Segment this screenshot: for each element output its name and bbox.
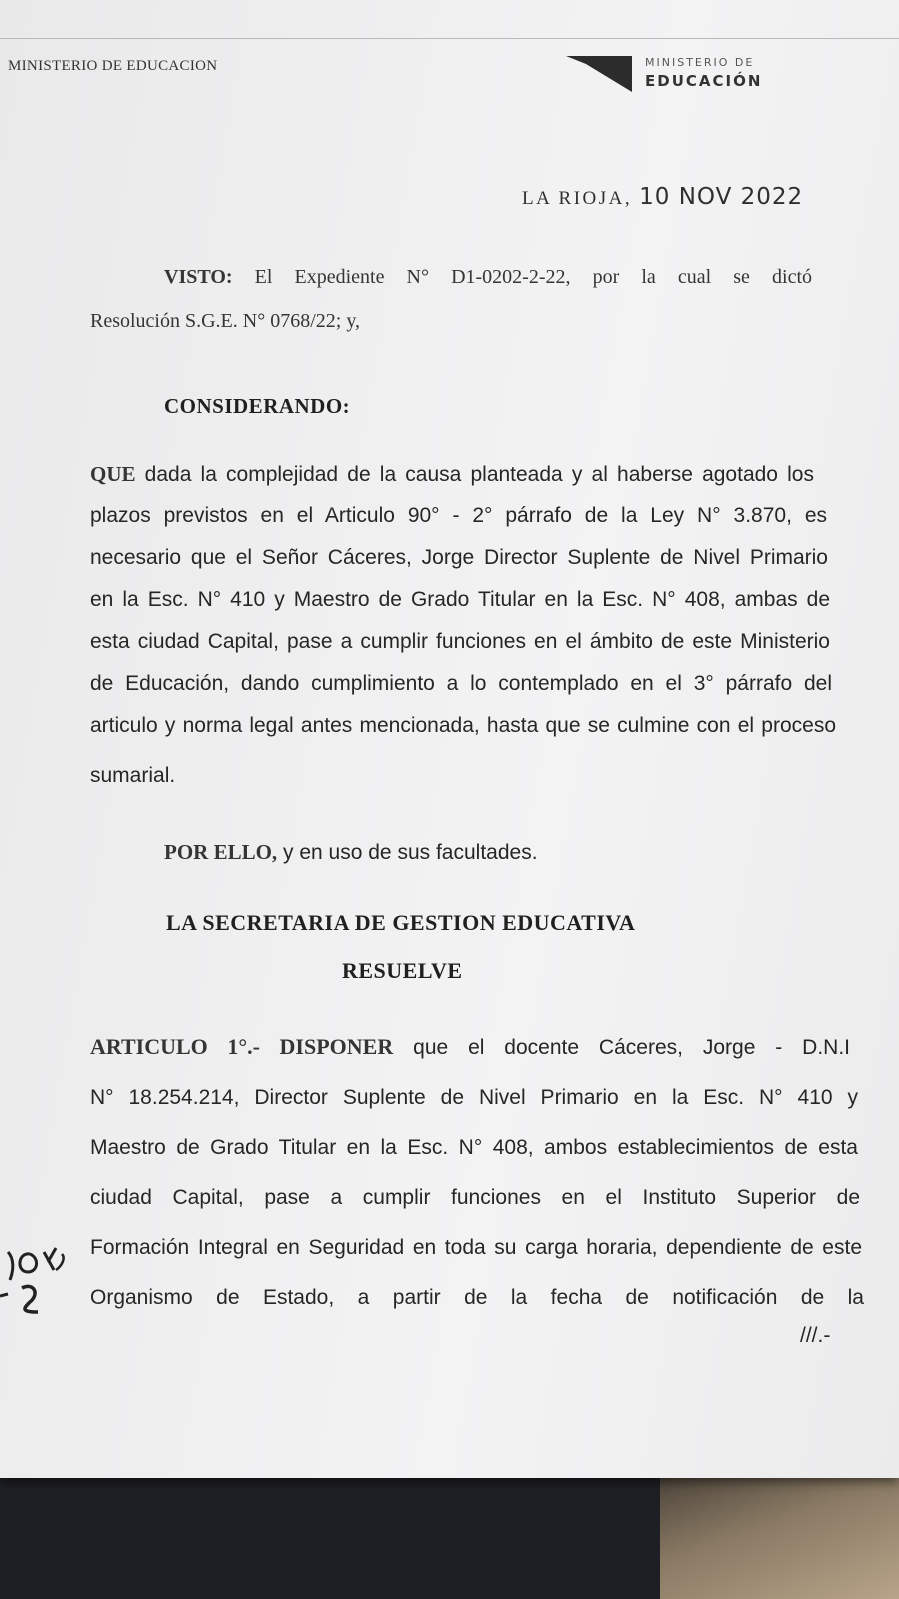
logo-ministry-label: MINISTERIO DE <box>645 56 755 69</box>
considerando-line-1 <box>90 462 814 487</box>
considerando-line-2: plazos previstos en el Articulo 90° - 2° párrafo de la Ley N° 3.870, es <box>90 504 827 527</box>
articulo1-line-3: Maestro de Grado Titular en la Esc. N° 408, ambos establecimientos de esta <box>90 1136 858 1159</box>
resuelve-title: RESUELVE <box>342 958 463 983</box>
date-stamp: 10 NOV 2022 <box>639 184 804 210</box>
dark-surface <box>0 1470 660 1599</box>
logo-education-label: EDUCACIÓN <box>645 72 763 90</box>
por-ello-text: y en uso de sus facultades. <box>283 841 538 864</box>
ministry-logo-icon <box>566 56 632 92</box>
articulo1-line-2: N° 18.254.214, Director Suplente de Nivel Primario en la Esc. N° 410 y <box>90 1086 858 1109</box>
articulo1-line-4: ciudad Capital, pase a cumplir funciones en el Instituto Superior de <box>90 1186 860 1209</box>
continuation-mark: ///.- <box>800 1324 831 1347</box>
document-date <box>522 184 803 210</box>
visto-line-2: Resolución S.G.E. N° 0768/22; y, <box>90 310 361 332</box>
authority-title: LA SECRETARIA DE GESTION EDUCATIVA <box>166 910 636 935</box>
visto-text: El Expediente N° D1-0202-2-22, por la cual se dictó <box>254 266 813 288</box>
considerando-text-1: dada la complejidad de la causa planteada y al haberse agotado los <box>144 463 814 486</box>
considerando-line-6: de Educación, dando cumplimiento a lo contemplado en el 3° párrafo del <box>90 672 832 695</box>
ministry-header: MINISTERIO DE EDUCACION <box>8 58 218 74</box>
page-top-rule <box>0 38 899 39</box>
articulo1-text-1: que el docente Cáceres, Jorge - D.N.I <box>413 1036 851 1059</box>
considerando-heading: CONSIDERANDO: <box>164 394 351 418</box>
articulo1-line-6: Organismo de Estado, a partir de la fecha de notificación de la <box>90 1286 864 1309</box>
considerando-line-3: necesario que el Señor Cáceres, Jorge Director Suplente de Nivel Primario <box>90 546 828 569</box>
visto-line-1 <box>164 266 812 289</box>
date-place: LA RIOJA, <box>522 188 633 209</box>
que-label: QUE <box>90 462 136 486</box>
articulo1-line-1 <box>90 1034 850 1060</box>
considerando-line-5: esta ciudad Capital, pase a cumplir funciones en el ámbito de este Ministerio <box>90 630 830 653</box>
por-ello-label: POR ELLO, <box>164 840 278 864</box>
considerando-line-7: articulo y norma legal antes mencionada, hasta que se culmine con el proceso <box>90 714 836 737</box>
handwritten-initials-icon <box>0 1240 80 1320</box>
por-ello-line <box>164 840 538 865</box>
considerando-line-8: sumarial. <box>90 764 176 787</box>
articulo1-line-5: Formación Integral en Seguridad en toda su carga horaria, dependiente de este <box>90 1236 862 1259</box>
visto-label: VISTO: <box>164 266 233 288</box>
articulo1-label: ARTICULO 1°.- DISPONER <box>90 1034 394 1059</box>
considerando-line-4: en la Esc. N° 410 y Maestro de Grado Titular en la Esc. N° 408, ambas de <box>90 588 830 611</box>
